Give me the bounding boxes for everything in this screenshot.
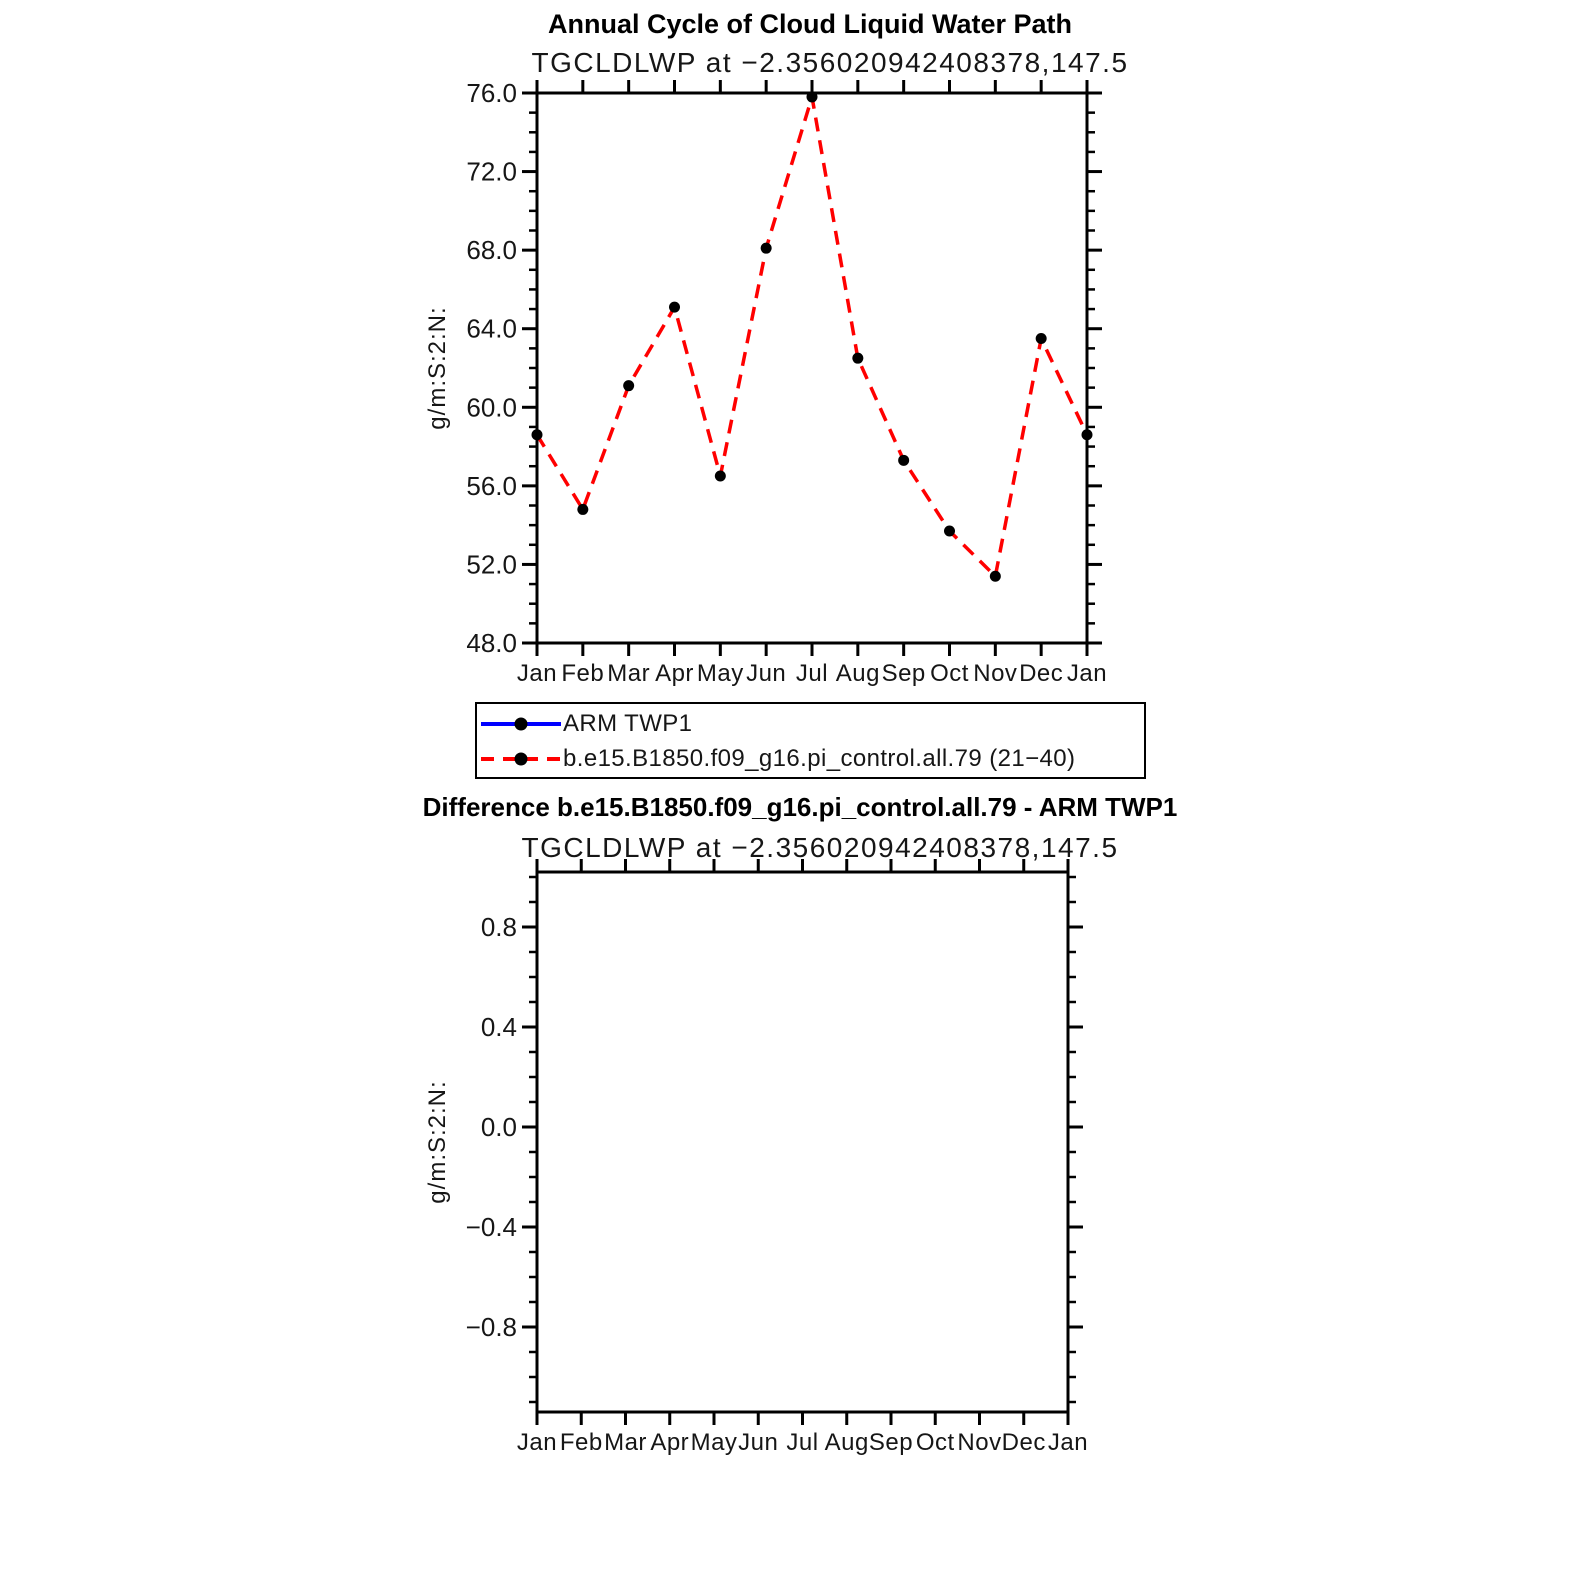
legend-marker-dot — [515, 753, 528, 766]
y-tick-label: 0.0 — [480, 1112, 517, 1142]
x-tick-label: Mar — [607, 660, 651, 687]
data-point-marker — [532, 429, 543, 440]
x-tick-label: Jun — [746, 660, 787, 687]
x-tick-label: Apr — [650, 1429, 690, 1456]
data-point-marker — [898, 455, 909, 466]
x-tick-label: Jan — [516, 660, 558, 687]
x-tick-label: Dec — [1001, 1429, 1046, 1456]
difference-chart — [424, 859, 1088, 1456]
y-tick-label: 56.0 — [466, 470, 517, 501]
data-point-marker — [1036, 333, 1047, 344]
top-chart — [424, 78, 1107, 687]
y-tick-label: 64.0 — [466, 313, 517, 344]
series-line — [537, 97, 1087, 576]
legend — [475, 702, 1146, 779]
difference-chart-title: Difference b.e15.B1850.f09_g16.pi_control.all.79 - ARM TWP1 — [422, 792, 1178, 822]
y-tick-label: 0.4 — [480, 1012, 517, 1042]
y-tick-label: 72.0 — [466, 156, 517, 187]
y-tick-label: −0.8 — [465, 1312, 517, 1342]
data-point-marker — [623, 380, 634, 391]
y-axis-title: g/m:S:2:N: — [424, 1080, 451, 1204]
x-tick-label: May — [690, 1429, 738, 1456]
x-tick-label: Nov — [957, 1429, 1002, 1456]
y-axis-title: g/m:S:2:N: — [424, 306, 451, 430]
plot-box — [537, 872, 1068, 1412]
legend-label-model-run: b.e15.B1850.f09_g16.pi_control.all.79 (21−40) — [563, 745, 1076, 772]
y-tick-label: 48.0 — [466, 628, 517, 658]
data-point-marker — [944, 526, 955, 537]
data-point-marker — [1082, 429, 1093, 440]
data-point-marker — [807, 91, 818, 102]
legend-item-arm-twp1 — [478, 708, 692, 740]
legend-line-dashed-icon — [478, 750, 563, 768]
legend-line-solid-icon — [478, 715, 563, 733]
x-tick-label: Jan — [1066, 660, 1108, 687]
y-tick-label: −0.4 — [465, 1212, 517, 1242]
x-tick-label: Jun — [738, 1429, 779, 1456]
y-tick-label: 68.0 — [466, 235, 517, 266]
y-tick-label: 76.0 — [466, 78, 517, 108]
x-tick-label: Jul — [786, 1429, 819, 1456]
legend-item-model-run — [478, 743, 1075, 775]
x-tick-label: Apr — [655, 660, 694, 687]
data-point-marker — [669, 302, 680, 313]
x-tick-label: Sep — [868, 1429, 914, 1456]
x-tick-label: Feb — [561, 660, 605, 687]
y-tick-label: 52.0 — [466, 549, 517, 580]
x-tick-label: Jan — [516, 1429, 558, 1456]
x-tick-label: Mar — [604, 1429, 647, 1456]
legend-label-arm-twp1: ARM TWP1 — [563, 710, 693, 737]
y-tick-label: 60.0 — [466, 392, 517, 423]
x-tick-label: Feb — [559, 1429, 603, 1456]
x-tick-label: Oct — [930, 660, 969, 687]
y-tick-label: 0.8 — [480, 912, 517, 942]
legend-marker-dot — [515, 718, 528, 731]
data-point-marker — [990, 571, 1001, 582]
x-tick-label: Dec — [1019, 660, 1064, 687]
x-tick-label: Jan — [1047, 1429, 1089, 1456]
plot-box — [537, 93, 1087, 643]
data-point-marker — [715, 471, 726, 482]
x-tick-label: Aug — [824, 1429, 869, 1456]
data-point-marker — [761, 243, 772, 254]
data-point-marker — [577, 504, 588, 515]
top-chart-title: Annual Cycle of Cloud Liquid Water Path — [547, 9, 1073, 39]
data-point-marker — [852, 353, 863, 364]
x-tick-label: Oct — [915, 1429, 955, 1456]
x-tick-label: Nov — [973, 660, 1018, 687]
x-tick-label: Sep — [881, 660, 926, 687]
top-chart-subtitle: TGCLDLWP at −2.356020942408378,147.5 — [531, 47, 1129, 78]
x-tick-label: Jul — [795, 660, 829, 687]
x-tick-label: Aug — [835, 660, 880, 687]
difference-chart-subtitle: TGCLDLWP at −2.356020942408378,147.5 — [521, 832, 1119, 863]
x-tick-label: May — [696, 660, 744, 687]
